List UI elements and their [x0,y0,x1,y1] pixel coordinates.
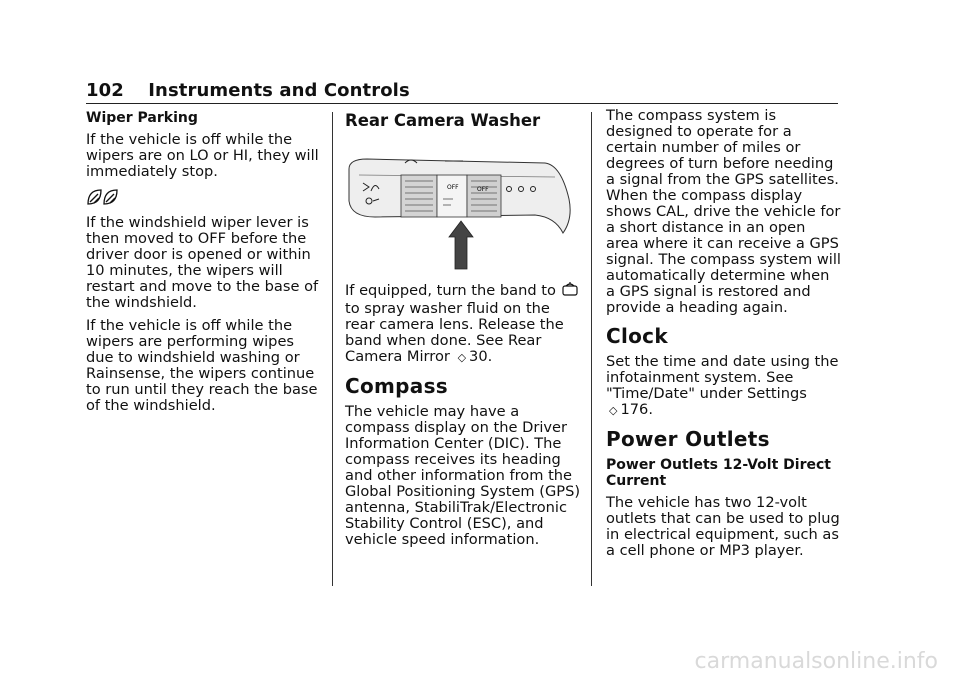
page-header [86,80,410,101]
lever-off-label-2: OFF [477,186,489,193]
front-wiper-icon [86,187,322,209]
rear-camera-washer-icon [561,281,579,301]
column-2 [345,108,581,555]
wiper-parking-para-1: If the vehicle is off while the wipers are on LO or HI, they will immediately stop. [86,131,319,180]
column-3 [606,108,842,566]
rear-camera-washer-heading: Rear Camera Washer [345,111,541,130]
rear-camera-mirror-ref[interactable]: 30. [469,348,493,365]
wiper-parking-para-3: If the vehicle is off while the wipers are performing wipes due to windshield washing or Rainsense, the wipers continue to run until they reach the base of the windshield. [86,317,318,414]
wiper-lever-figure [345,141,577,273]
page-number: 102 [86,80,124,101]
power-outlets-heading: Power Outlets [606,427,770,451]
rear-camera-washer-para: If equipped, turn the band to to spray washer fluid on the rear camera lens. Release the band when done. See Rear Camera Mirror ◇ 30. [345,281,581,366]
power-outlets-para: The vehicle has two 12-volt outlets that can be used to plug in electrical equipment, such as a cell phone or MP3 player. [606,494,840,559]
column-divider-1 [332,112,333,586]
compass-heading: Compass [345,374,448,398]
page-ref-icon: ◇ [609,404,618,417]
settings-ref[interactable]: 176. [620,401,653,418]
column-1 [86,108,322,421]
section-title: Instruments and Controls [148,80,410,101]
wiper-parking-heading: Wiper Parking [86,110,198,126]
compass-para: The vehicle may have a compass display on the Driver Information Center (DIC). The compass receives its heading and other information from the Global Positioning System (GPS) antenna, StabiliTrak/Electronic Stability Control (ESC), and vehicle speed information. [345,403,581,548]
compass-cont-para: The compass system is designed to operate for a certain number of miles or degrees of turn before needing a signal from the GPS satellites. When the compass display shows CAL, drive the vehicle for a short distance in an open area where it can receive a GPS signal. The compass system will automatically determine when a GPS signal is restored and provide a heading again. [606,107,841,316]
column-divider-2 [591,112,592,586]
clock-heading: Clock [606,324,668,348]
lever-off-label-1: OFF [447,184,459,191]
watermark: carmanualsonline.info [694,649,938,674]
power-outlets-subheading: Power Outlets 12-Volt Direct Current [606,457,831,489]
up-arrow-icon [449,221,473,269]
wiper-parking-para-2: If the windshield wiper lever is then moved to OFF before the driver door is opened or within 10 minutes, the wipers will restart and move to the base of the windshield. [86,214,319,311]
clock-para: Set the time and date using the infotainment system. See "Time/Date" under Settings ◇ 176. [606,353,839,418]
header-rule [86,103,838,104]
page-ref-icon: ◇ [457,351,467,364]
